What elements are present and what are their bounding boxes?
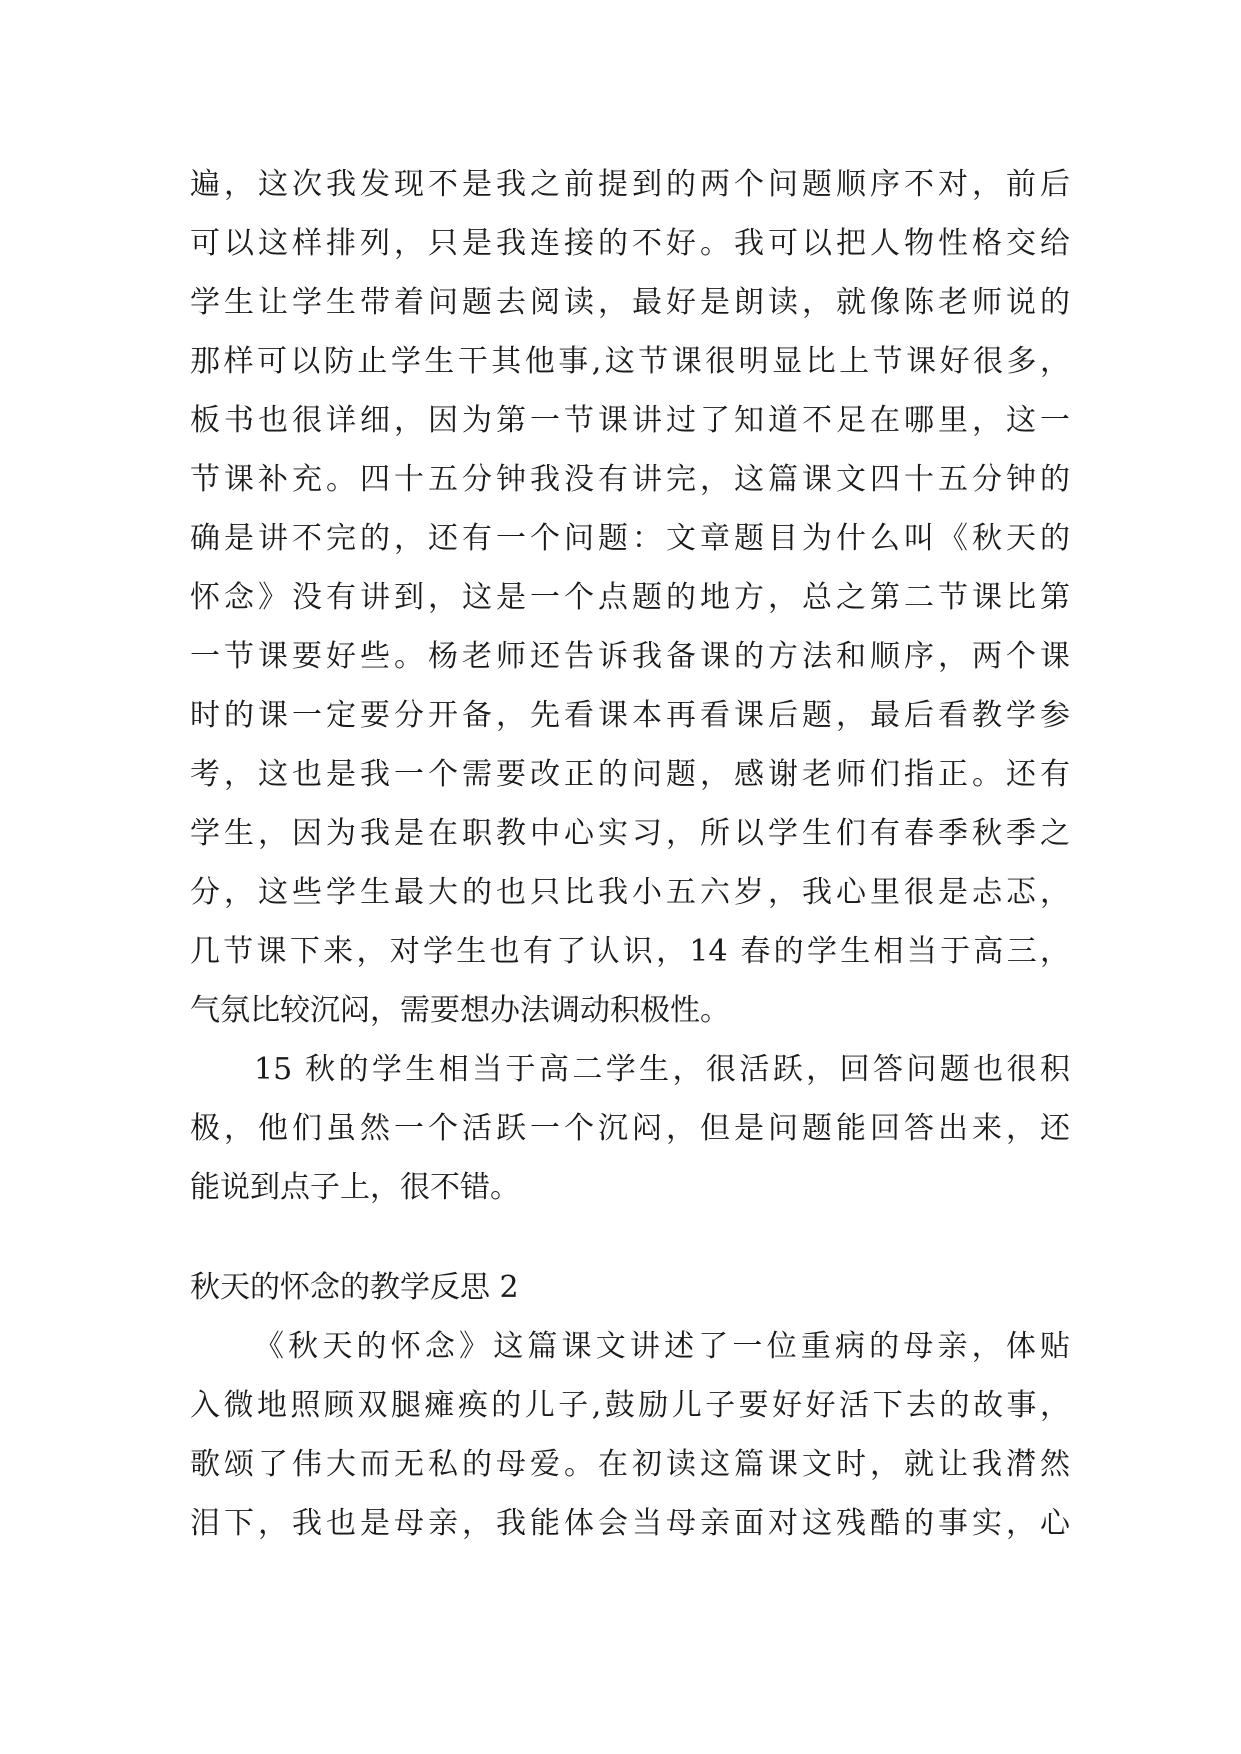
paragraph-2-line: 15 秋的学生相当于高二学生，很活跃，回答问题也很积: [254, 1052, 1070, 1087]
paragraph-3-line: 入微地照顾双腿瘫痪的儿子,鼓励儿子要好好活下去的故事，: [190, 1388, 1070, 1423]
paragraph-2-line: 极，他们虽然一个活跃一个沉闷，但是问题能回答出来，还: [190, 1111, 1070, 1146]
paragraph-1-line: 一节课要好些。杨老师还告诉我备课的方法和顺序，两个课: [190, 639, 1070, 674]
paragraph-1-line: 学生，因为我是在职教中心实习，所以学生们有春季秋季之: [190, 816, 1070, 851]
paragraph-1-line: 遍，这次我发现不是我之前提到的两个问题顺序不对，前后: [190, 167, 1070, 202]
paragraph-1-line: 考，这也是我一个需要改正的问题，感谢老师们指正。还有: [190, 757, 1070, 792]
paragraph-3-line: 《秋天的怀念》这篇课文讲述了一位重病的母亲，体贴: [254, 1329, 1070, 1364]
paragraph-1-line: 确是讲不完的，还有一个问题：文章题目为什么叫《秋天的: [190, 521, 1070, 556]
paragraph-1-line: 节课补充。四十五分钟我没有讲完，这篇课文四十五分钟的: [190, 462, 1070, 497]
paragraph-1-line: 板书也很详细，因为第一节课讲过了知道不足在哪里，这一: [190, 403, 1070, 438]
paragraph-1-line: 几节课下来，对学生也有了认识，14 春的学生相当于高三，: [190, 934, 1070, 969]
paragraph-1-line: 怀念》没有讲到，这是一个点题的地方，总之第二节课比第: [190, 580, 1070, 615]
paragraph-1-line: 分，这些学生最大的也只比我小五六岁，我心里很是忐忑，: [190, 875, 1070, 910]
paragraph-1-line: 时的课一定要分开备，先看课本再看课后题，最后看教学参: [190, 698, 1070, 733]
paragraph-1-line: 可以这样排列，只是我连接的不好。我可以把人物性格交给: [190, 226, 1070, 261]
paragraph-1-line: 气氛比较沉闷，需要想办法调动积极性。: [190, 993, 730, 1028]
paragraph-2-line: 能说到点子上，很不错。: [190, 1170, 520, 1205]
section-title: 秋天的怀念的教学反思 2: [190, 1270, 519, 1305]
paragraph-1-line: 那样可以防止学生干其他事,这节课很明显比上节课好很多，: [190, 344, 1070, 379]
paragraph-3-line: 歌颂了伟大而无私的母爱。在初读这篇课文时，就让我潸然: [190, 1447, 1070, 1482]
paragraph-3-line: 泪下，我也是母亲，我能体会当母亲面对这残酷的事实，心: [190, 1506, 1070, 1541]
paragraph-1-line: 学生让学生带着问题去阅读，最好是朗读，就像陈老师说的: [190, 285, 1070, 320]
